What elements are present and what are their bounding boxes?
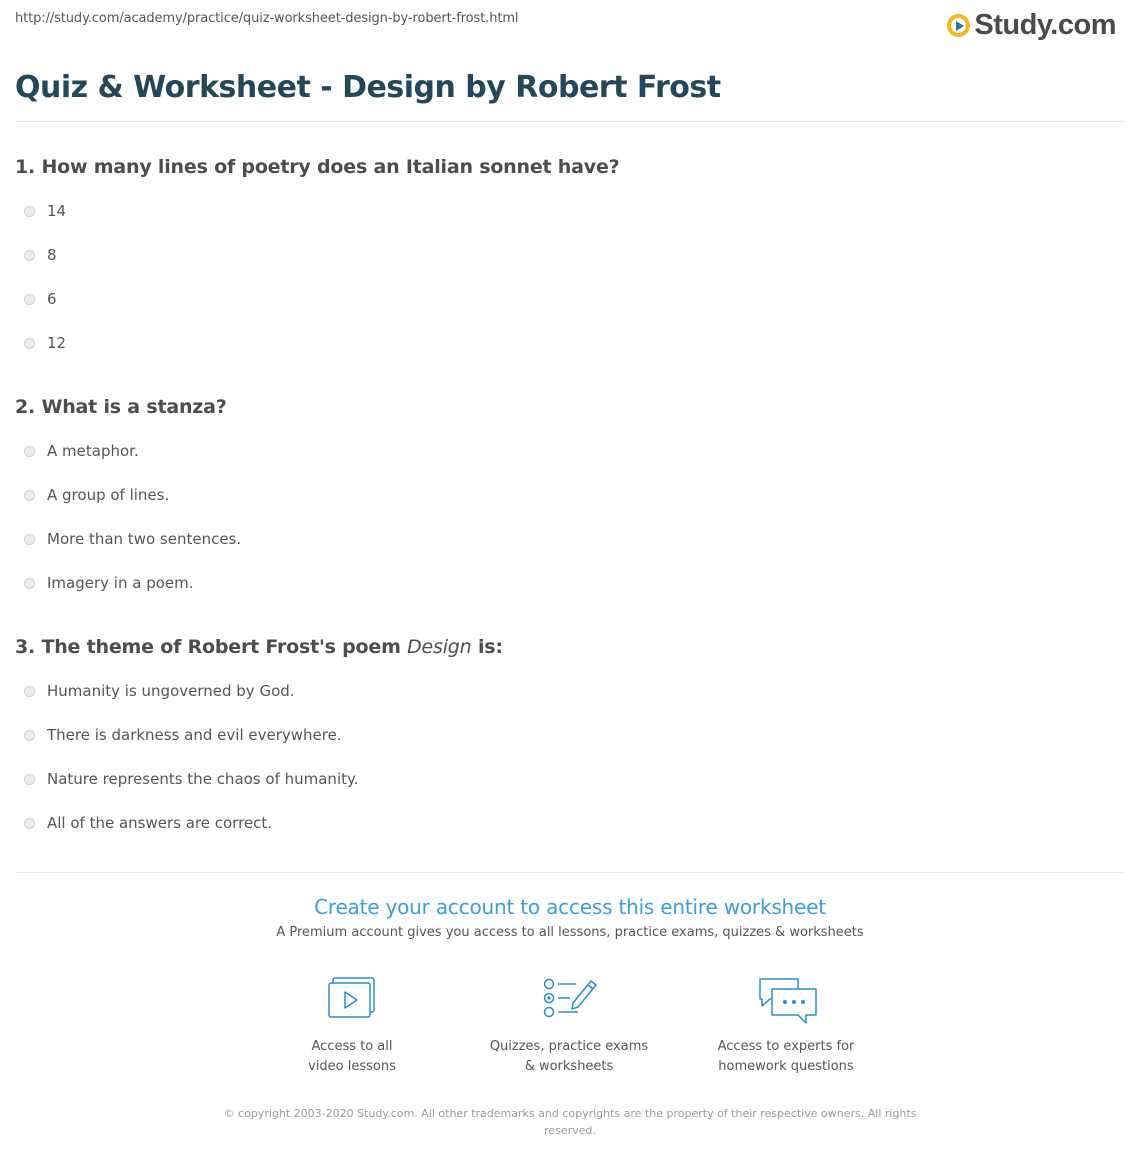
answer-option[interactable] [15, 429, 1125, 473]
signup-cta [0, 895, 1140, 940]
copyright: © copyright 2003-2020 Study.com. All other trademarks and copyrights are the property of their respective owners. All rights reserved. [223, 1107, 917, 1137]
feature-experts [686, 975, 886, 1077]
answer-option[interactable] [15, 517, 1125, 561]
logo-text: Study.com [974, 9, 1116, 41]
radio-button[interactable] [24, 338, 35, 349]
answer-option[interactable] [15, 757, 1125, 801]
answer-option[interactable] [15, 561, 1125, 605]
feature-label: Access to experts for homework questions [717, 1039, 855, 1074]
answer-label: Imagery in a poem. [47, 574, 194, 592]
study-logo[interactable] [947, 9, 1116, 42]
page-url[interactable]: http://study.com/academy/practice/quiz-worksheet-design-by-robert-frost.html [15, 11, 519, 26]
divider [15, 872, 1125, 873]
feature-label: Quizzes, practice exams & worksheets [489, 1039, 649, 1074]
page-title: Quiz & Worksheet - Design by Robert Frost [15, 70, 721, 105]
feature-video-lessons [252, 975, 452, 1077]
question-2 [15, 392, 1125, 605]
radio-button[interactable] [24, 818, 35, 829]
poem-title: Design [407, 636, 472, 658]
answer-option[interactable] [15, 669, 1125, 713]
radio-button[interactable] [24, 578, 35, 589]
answer-option[interactable] [15, 473, 1125, 517]
answer-label: A group of lines. [47, 486, 170, 504]
feature-quizzes [469, 975, 669, 1077]
question-3 [15, 632, 1125, 845]
radio-button[interactable] [24, 730, 35, 741]
answer-option[interactable] [15, 321, 1125, 365]
answer-label: 12 [47, 334, 67, 352]
radio-button[interactable] [24, 294, 35, 305]
question-text: 2. What is a stanza? [15, 396, 227, 418]
radio-button[interactable] [24, 490, 35, 501]
answer-option[interactable] [15, 189, 1125, 233]
answer-label: Humanity is ungoverned by God. [47, 682, 295, 700]
answer-label: 14 [47, 202, 67, 220]
radio-button[interactable] [24, 774, 35, 785]
top-bar [15, 11, 1116, 41]
radio-button[interactable] [24, 534, 35, 545]
divider [15, 121, 1125, 122]
answer-option[interactable] [15, 277, 1125, 321]
radio-button[interactable] [24, 250, 35, 261]
answer-label: More than two sentences. [47, 530, 242, 548]
answer-option[interactable] [15, 233, 1125, 277]
cta-subtitle: A Premium account gives you access to all lessons, practice exams, quizzes & worksheets [276, 925, 864, 940]
answer-label: There is darkness and evil everywhere. [47, 726, 342, 744]
answer-label: 6 [47, 290, 57, 308]
answer-label: 8 [47, 246, 57, 264]
feature-label: Access to all video lessons [308, 1039, 396, 1074]
quiz-checklist-icon [540, 975, 598, 1021]
answer-label: Nature represents the chaos of humanity. [47, 770, 359, 788]
answer-label: All of the answers are correct. [47, 814, 273, 832]
chat-bubbles-icon [754, 975, 818, 1027]
answer-label: A metaphor. [47, 442, 139, 460]
radio-button[interactable] [24, 446, 35, 457]
question-text: 1. How many lines of poetry does an Italian sonnet have? [15, 156, 620, 178]
cta-link[interactable]: Create your account to access this entire worksheet [314, 895, 826, 919]
radio-button[interactable] [24, 686, 35, 697]
video-lessons-icon [326, 975, 378, 1021]
question-1 [15, 152, 1125, 365]
radio-button[interactable] [24, 206, 35, 217]
study-logo-icon [947, 14, 970, 37]
question-text: 3. The theme of Robert Frost's poem Design is: [15, 636, 503, 658]
answer-option[interactable] [15, 801, 1125, 845]
answer-option[interactable] [15, 713, 1125, 757]
